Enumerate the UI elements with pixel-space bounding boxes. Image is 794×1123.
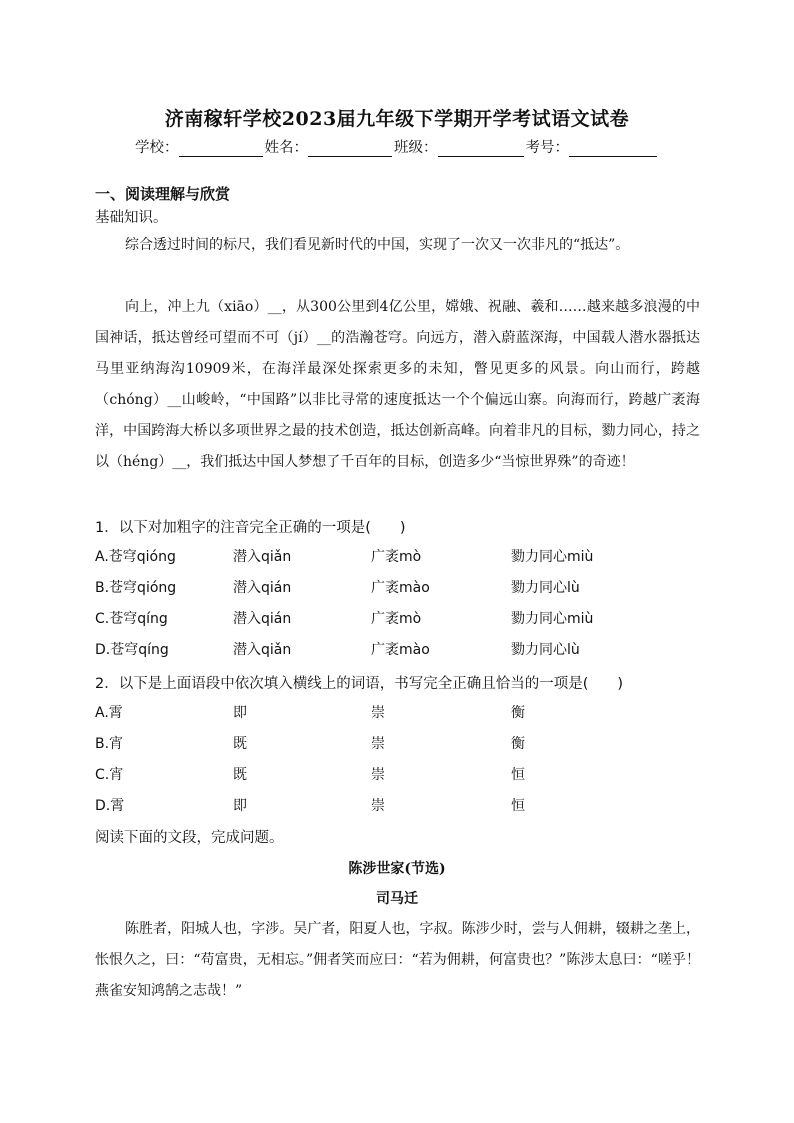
option-cell: 广袤mào [371, 580, 430, 596]
option-cell: 崇 [371, 767, 385, 783]
intro-paragraph: 综合透过时间的标尺，我们看见新时代的中国，实现了一次又一次非凡的“抵达”。 [125, 237, 630, 253]
option-cell: 崇 [371, 705, 385, 721]
student-info-line [0, 136, 794, 157]
option-row[interactable] [95, 577, 661, 608]
question-2-options [95, 702, 661, 826]
school-label: 学校： [135, 140, 179, 156]
option-cell: 广袤mò [371, 549, 422, 565]
option-cell: 广袤mào [371, 642, 430, 658]
option-row[interactable] [95, 639, 661, 670]
option-cell: 既 [233, 767, 247, 783]
basic-knowledge-label: 基础知识。 [95, 210, 168, 226]
option-row[interactable] [95, 795, 661, 826]
option-cell: B.宵 [95, 736, 124, 752]
option-row[interactable] [95, 546, 661, 577]
option-cell: D.苍穹qíng [95, 642, 169, 658]
name-label: 姓名： [264, 140, 308, 156]
option-row[interactable] [95, 608, 661, 639]
option-cell: 广袤mò [371, 611, 422, 627]
option-cell: C.宵 [95, 767, 124, 783]
option-cell: 既 [233, 736, 247, 752]
option-cell: C.苍穹qíng [95, 611, 168, 627]
option-cell: 即 [233, 798, 247, 814]
class-blank[interactable] [438, 142, 524, 157]
option-cell: A.霄 [95, 705, 123, 721]
option-cell: 勠力同心lù [511, 580, 580, 596]
section-heading: 一、阅读理解与欣赏 [95, 185, 231, 203]
option-cell: 潜入qián [233, 611, 292, 627]
question-1-stem: 1．以下对加粗字的注音完全正确的一项是( ) [95, 520, 406, 536]
exam-no-blank[interactable] [569, 142, 657, 157]
option-cell: 勠力同心miù [511, 611, 594, 627]
option-cell: 潜入qiǎn [233, 642, 292, 658]
passage-paragraph: 向上，冲上九（xiāo）__，从300公里到4亿公里，嫦娥、祝融、羲和……越来越多浪漫的中国神话，抵达曾经可望而不可（jí）__的浩瀚苍穹。向远方，潜入蔚蓝深海，中国载人潜水器抵达马里亚纳海沟10909米，在海洋最深处探索更多的未知，瞥见更多的风景。向山而行，跨越（chóng）__山峻岭，“中国路”以非比寻常的速度抵达一个个偏远山寨。向海而行，跨越广袤海洋，中国跨海大桥以多项世界之最的技术创造，抵达创新高峰。向着非凡的目标，勠力同心，持之以（héng）__，我们抵达中国人梦想了千百年的目标，创造多少“当惊世界殊”的奇迹！ [95, 299, 700, 470]
class-label: 班级： [394, 140, 438, 156]
option-cell: 崇 [371, 736, 385, 752]
option-cell: 潜入qián [233, 580, 292, 596]
option-cell: 恒 [511, 798, 525, 814]
text-title: 陈涉世家(节选) [348, 861, 446, 877]
option-cell: 勠力同心lù [511, 642, 580, 658]
option-cell: 即 [233, 705, 247, 721]
exam-title: 济南稼轩学校2023届九年级下学期开学考试语文试卷 [164, 108, 630, 130]
option-cell: 潜入qiǎn [233, 549, 292, 565]
question-2-stem: 2．以下是上面语段中依次填入横线上的词语，书写完全正确且恰当的一项是( ) [95, 676, 624, 692]
text-author: 司马迁 [376, 891, 418, 907]
option-cell: 恒 [511, 767, 525, 783]
option-cell: 衡 [511, 736, 525, 752]
school-blank[interactable] [179, 142, 263, 157]
name-blank[interactable] [308, 142, 392, 157]
option-cell: D.霄 [95, 798, 125, 814]
question-1-options [95, 546, 661, 670]
option-row[interactable] [95, 702, 661, 733]
option-cell: 衡 [511, 705, 525, 721]
option-row[interactable] [95, 733, 661, 764]
option-row[interactable] [95, 764, 661, 795]
option-cell: 勠力同心miù [511, 549, 594, 565]
exam-no-label: 考号： [525, 140, 569, 156]
classical-text-paragraph: 陈胜者，阳城人也，字涉。吴广者，阳夏人也，字叔。陈涉少时，尝与人佣耕，辍耕之垄上，怅恨久之，曰：“苟富贵，无相忘。”佣者笑而应曰：“若为佣耕，何富贵也？”陈涉太息曰：“嗟乎！燕雀安知鸿鹄之志哉！” [95, 921, 700, 999]
option-cell: A.苍穹qióng [95, 549, 176, 565]
reading-intro: 阅读下面的文段，完成问题。 [95, 830, 284, 846]
option-cell: B.苍穹qióng [95, 580, 177, 596]
option-cell: 崇 [371, 798, 385, 814]
